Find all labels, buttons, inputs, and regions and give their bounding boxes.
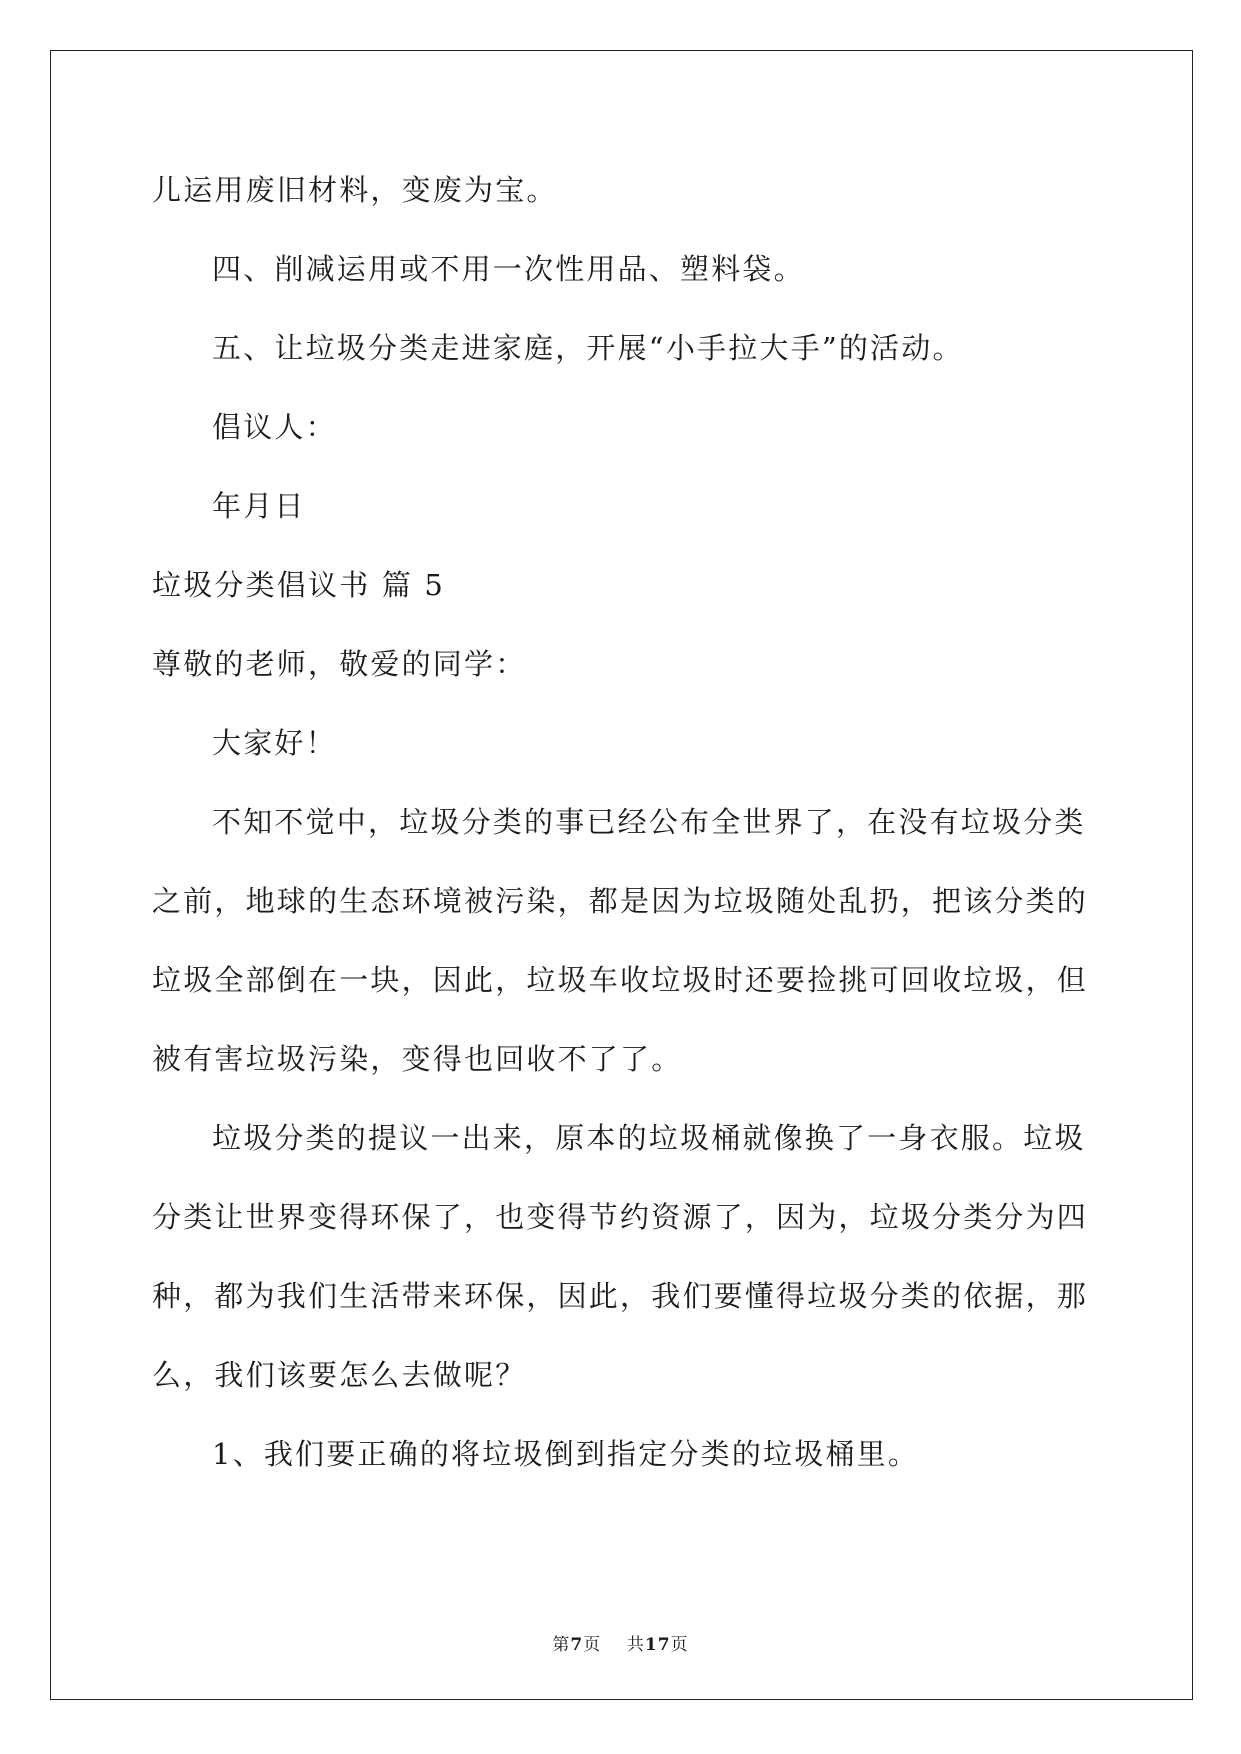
text-line: 垃圾全部倒在一块，因此，垃圾车收垃圾时还要捡挑可回收垃圾，但: [152, 963, 1089, 997]
text-line: 之前，地球的生态环境被污染，都是因为垃圾随处乱扔，把该分类的: [152, 884, 1089, 918]
footer-prefix: 第: [552, 1635, 571, 1655]
section-heading: 垃圾分类倡议书 篇 5: [152, 568, 446, 602]
date-line: 年月日: [212, 489, 306, 523]
text-line: 不知不觉中，垃圾分类的事已经公布全世界了，在没有垃圾分类: [212, 805, 1086, 839]
text-line: 被有害垃圾污染，变得也回收不了了。: [152, 1042, 683, 1076]
text-line: 么，我们该要怎么去做呢？: [152, 1358, 527, 1392]
salutation: 尊敬的老师，敬爱的同学：: [152, 647, 527, 681]
document-body: [152, 151, 1092, 1494]
current-page-number: 7: [570, 1635, 584, 1655]
footer-total-prefix: 共: [626, 1635, 645, 1655]
footer-page-suffix: 页: [583, 1635, 602, 1655]
page-footer: [0, 1630, 1241, 1655]
text-line: 种，都为我们生活带来环保，因此，我们要懂得垃圾分类的依据，那: [152, 1279, 1089, 1313]
text-line: 垃圾分类的提议一出来，原本的垃圾桶就像换了一身衣服。垃圾: [212, 1121, 1086, 1155]
text-line: 四、削减运用或不用一次性用品、塑料袋。: [212, 252, 805, 286]
text-line: 儿运用废旧材料，变废为宝。: [152, 173, 558, 207]
text-line: 五、让垃圾分类走进家庭，开展“小手拉大手”的活动。: [212, 331, 964, 365]
footer-total-suffix: 页: [670, 1635, 689, 1655]
signatory-label: 倡议人：: [212, 410, 337, 444]
text-line: 分类让世界变得环保了，也变得节约资源了，因为，垃圾分类分为四: [152, 1200, 1089, 1234]
total-page-count: 17: [644, 1635, 671, 1655]
text-line: 1、我们要正确的将垃圾倒到指定分类的垃圾桶里。: [212, 1437, 920, 1471]
greeting: 大家好！: [212, 726, 337, 760]
